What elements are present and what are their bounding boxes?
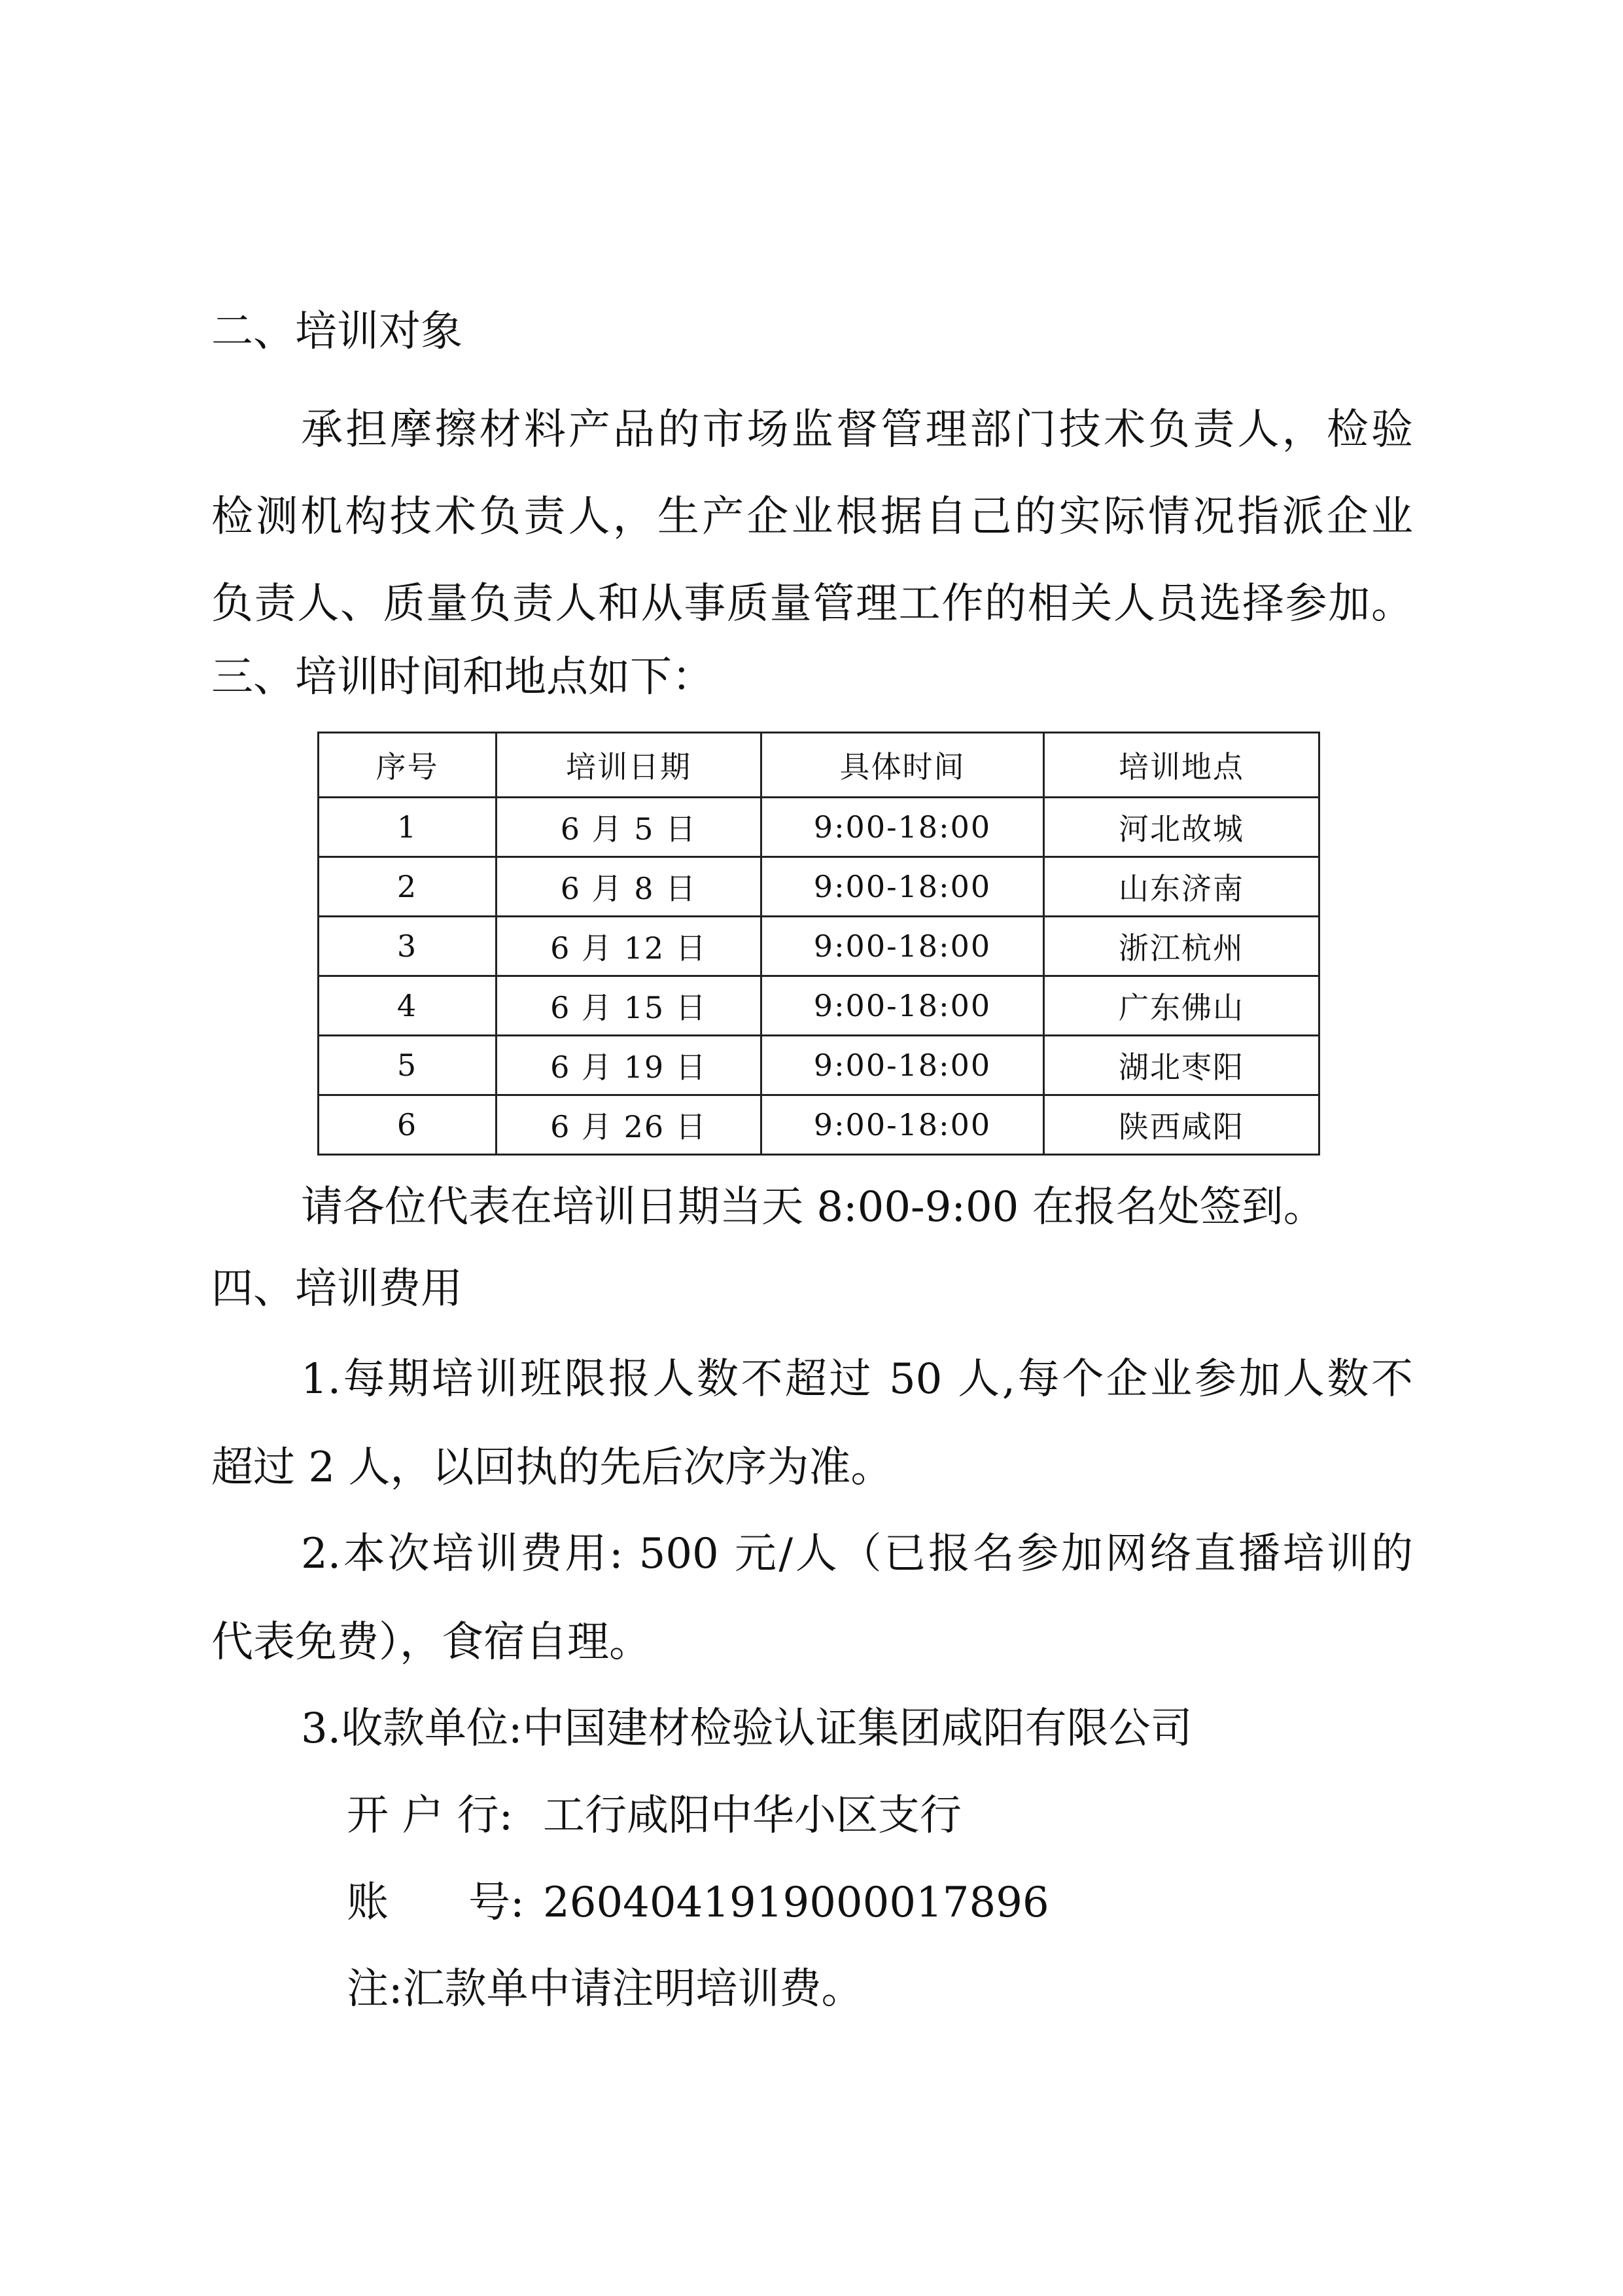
cell-date: 6 月 8 日 — [497, 857, 761, 917]
paragraph-line: 负责人、质量负责人和从事质量管理工作的相关人员选择参加。 — [211, 580, 1413, 628]
section-heading-training-target: 二、培训对象 — [211, 308, 462, 356]
cell-date: 6 月 19 日 — [497, 1036, 761, 1095]
account-value: 2604041919000017896 — [543, 1879, 1049, 1927]
fee-item-2-line: 2.本次培训费用: 500 元/人（已报名参加网络直播培训的 — [301, 1530, 1413, 1578]
cell-location: 山东济南 — [1044, 857, 1319, 917]
cell-index: 6 — [319, 1095, 497, 1155]
paragraph-line: 检测机构技术负责人，生产企业根据自己的实际情况指派企业 — [211, 493, 1413, 541]
cell-location: 浙江杭州 — [1044, 917, 1319, 976]
bank-value: 工行咸阳中华小区支行 — [543, 1792, 962, 1840]
cell-index: 5 — [319, 1036, 497, 1095]
bank-label: 开 户 行: — [347, 1792, 514, 1840]
account-label: 账 号: — [347, 1879, 525, 1927]
cell-time: 9:00-18:00 — [761, 917, 1044, 976]
remittance-remark: 注:汇款单中请注明培训费。 — [347, 1965, 864, 2013]
paragraph-line: 承担摩擦材料产品的市场监督管理部门技术负责人，检验 — [301, 406, 1413, 454]
table-row — [319, 917, 1319, 976]
cell-location: 湖北枣阳 — [1044, 1036, 1319, 1095]
fee-item-1-line: 1.每期培训班限报人数不超过 50 人,每个企业参加人数不 — [301, 1355, 1413, 1404]
fee-item-3-payee: 3.收款单位:中国建材检验认证集团咸阳有限公司 — [301, 1704, 1193, 1753]
fee-item-2-line: 代表免费），食宿自理。 — [211, 1618, 651, 1667]
fee-item-1-line: 超过 2 人，以回执的先后次序为准。 — [211, 1443, 893, 1492]
cell-time: 9:00-18:00 — [761, 798, 1044, 857]
cell-index: 1 — [319, 798, 497, 857]
table-row — [319, 1036, 1319, 1095]
cell-location: 广东佛山 — [1044, 976, 1319, 1036]
column-header-index: 序号 — [319, 733, 497, 798]
table-row — [319, 857, 1319, 917]
bank-row — [347, 1786, 962, 1845]
cell-date: 6 月 12 日 — [497, 917, 761, 976]
table-row — [319, 1095, 1319, 1155]
cell-index: 3 — [319, 917, 497, 976]
column-header-location: 培训地点 — [1044, 733, 1319, 798]
section-heading-fees: 四、培训费用 — [211, 1265, 462, 1313]
table-header-row — [319, 733, 1319, 798]
cell-time: 9:00-18:00 — [761, 976, 1044, 1036]
table-row — [319, 798, 1319, 857]
cell-location: 陕西咸阳 — [1044, 1095, 1319, 1155]
cell-date: 6 月 5 日 — [497, 798, 761, 857]
sign-in-note: 请各位代表在培训日期当天 8:00-9:00 在报名处签到。 — [301, 1183, 1325, 1231]
section-heading-schedule: 三、培训时间和地点如下： — [211, 653, 714, 701]
column-header-time: 具体时间 — [761, 733, 1044, 798]
cell-location: 河北故城 — [1044, 798, 1319, 857]
account-row — [347, 1873, 1049, 1932]
cell-time: 9:00-18:00 — [761, 1036, 1044, 1095]
cell-time: 9:00-18:00 — [761, 1095, 1044, 1155]
cell-index: 2 — [319, 857, 497, 917]
cell-date: 6 月 26 日 — [497, 1095, 761, 1155]
schedule-table — [317, 732, 1320, 1156]
cell-index: 4 — [319, 976, 497, 1036]
cell-time: 9:00-18:00 — [761, 857, 1044, 917]
column-header-date: 培训日期 — [497, 733, 761, 798]
table-row — [319, 976, 1319, 1036]
cell-date: 6 月 15 日 — [497, 976, 761, 1036]
